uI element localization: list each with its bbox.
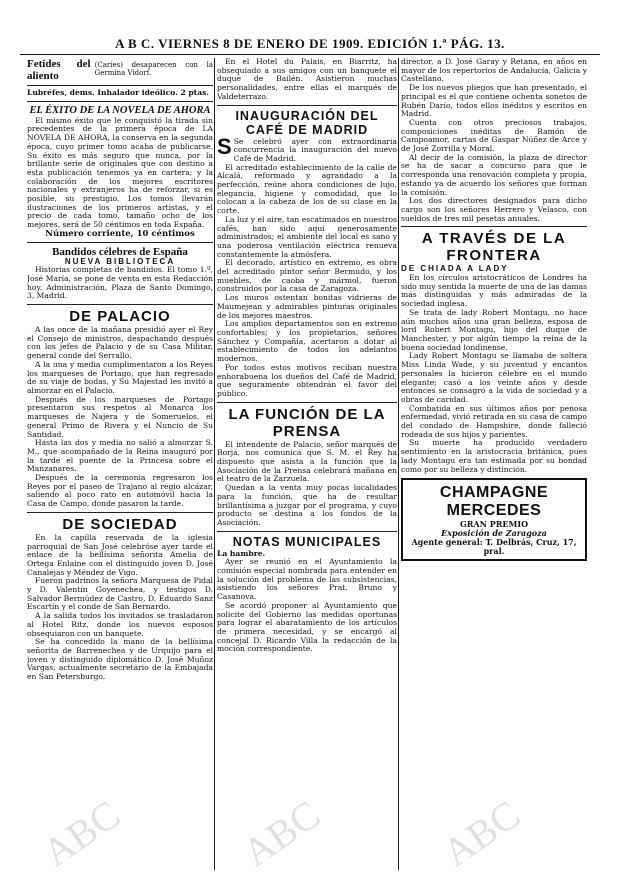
inauguracion-first-text: Se celebró ayer con extraordinaria concurrencia la inauguración del nuevo Café de Madrid. xyxy=(233,136,397,163)
traves-subheading: DE CHIADA A LADY xyxy=(401,264,509,274)
col3-paragraph: Al decir de la comisión, la plaza de director se ha de sacar a concurso para que le corresponda una renovación completa y propia, estando ya de acuerdo los señores que forman la comisión. xyxy=(401,152,587,197)
divider xyxy=(217,402,397,403)
col3-lead: director, a D. José Garay y Retana, en años en mayor de los repertorios de Andalucía, Galicia y Castellano. xyxy=(401,58,587,84)
notas-paragraph: Ayer se reunió en el Ayuntamiento la comisión especial nombrada para entender en la solución del problema de las subsistencias, asistiendo los señores Prat, Bruno y Casanova. xyxy=(217,557,397,602)
inauguracion-heading: INAUGURACIÓN DEL CAFÉ DE MADRID xyxy=(235,108,379,137)
traves-paragraph: En los círculos aristocráticos de Londres ha sido muy sentida la muerte de una de las damas más distinguidas y más admiradas de la sociedad inglesa. xyxy=(401,273,587,309)
traves-paragraph: Combatida en sus últimos años por penosa enfermedad, vivió retirada en su casa de campo del condado de Hampshire, donde falleció rodeada de sus hijos y parientes. xyxy=(401,403,587,439)
champagne-ad-award: GRAN PREMIO xyxy=(459,519,529,530)
column-divider-1 xyxy=(214,58,215,870)
abc-watermark: ABC xyxy=(34,791,128,876)
champagne-ad-title: CHAMPAGNE MERCEDES xyxy=(439,484,549,520)
traves-paragraph: Su muerte ha producido verdadero sentimiento en la aristocracia británica, pues lady Montagu era tan estimada por su bondad como por su belleza y distinción. xyxy=(401,438,587,474)
divider xyxy=(27,304,213,305)
column-1 xyxy=(27,58,213,682)
column-divider-2 xyxy=(398,58,399,870)
funcion-paragraph: El intendente de Palacio, señor marqués de Borja, nos comunica que S. M. el Rey ha dispuesto que asista a la función que la Asociación de la Prensa celebrará mañana en el teatro de la Zarzuela. xyxy=(217,439,397,484)
traves-paragraph: Lady Robert Montagu se llamaba de soltera Miss Linda Wade, y su juventud y encantos personales la hicieron célebre en el mundo elegante; casó a los veinte años y desde entonces se consagró a la vida de sociedad y a obras de caridad. xyxy=(401,351,587,404)
ad-aliento xyxy=(27,58,213,82)
inauguracion-paragraph: Los muros ostentan bonitas vidrieras de Maumejean y admirables pinturas originales de los mejores maestros. xyxy=(217,293,397,320)
notas-paragraph: Se acordó proponer al Ayuntamiento que solicite del Gobierno las medidas oportunas para lograr el abaratamiento de los artículos de primera necesidad, y se encargó al concejal D. Ricardo Villa la redacción de la moción correspondiente. xyxy=(217,600,397,654)
palacio-paragraph: A las once de la mañana presidió ayer el Rey el Consejo de ministros, despachando después con los jefes de Palacio y de su Casa Militar, general conde del Serrallo. xyxy=(27,325,213,361)
inauguracion-paragraph: Por todos estos motivos reciban nuestra enhorabuena los dueños del Café de Madrid, que seguramente obtendrán el favor del público. xyxy=(217,362,397,398)
sociedad-paragraph: A la salida todos los invitados se trasladaron al Hotel Ritz, donde los nuevos esposos obsequiaron con un banquete. xyxy=(27,611,213,638)
bandidos-body: Historias completas de bandidos. El tomo 1.º, José María, se pone de venta en esta Redacción hoy. Administración, Plaza de Santo Domingo, 3, Madrid. xyxy=(27,265,213,301)
novela-body: El mismo éxito que le conquistó la tirada sin precedentes de la primera época de LA NOVELA DE AHORA, la conserva en la segunda época, cuyo primer tomo acaba de publicarse. Su éxito es más seguro que nunca, por la brillante serie de originales que con destino a esta publicación tenemos ya en cartera; y la colaboración de los mejores escritores nacionales y extranjeros ha de reforzar, si es posible, su prestigio. Los tomos llevarán ilustraciones de los primeros artistas, y el precio de cada tomo, tamaño ocho de los mejores, será de 50 céntimos en toda España. xyxy=(27,115,213,230)
dropcap: S xyxy=(217,133,232,159)
column-2 xyxy=(217,58,397,654)
notas-heading: NOTAS MUNICIPALES xyxy=(232,534,382,549)
novela-footer: Número corriente, 10 céntimos xyxy=(45,228,195,239)
champagne-ad xyxy=(401,478,587,561)
inauguracion-paragraph: El decorado, artístico en extremo, es obra del acreditado pintor señor Bermudo, y los muebles, de caoba y mármol, fueron construidos por la casa de Zaragoza. xyxy=(217,258,397,294)
sociedad-paragraph: En la capilla reservada de la iglesia parroquial de San José celebróse ayer tarde el enlace de la bellísima señorita Amelia de Ortega Enlaine con el distinguido joven D. José Canalejas y Méndez de Vigo. xyxy=(27,532,213,577)
novela-title: EL ÉXITO DE LA NOVELA DE AHORA xyxy=(29,104,211,116)
inauguracion-paragraph: La luz y el aire, tan escatimados en nuestros cafés, han sido aquí generosamente administrados; el ambiente del local es sano y una poderosa ventilación eléctrica renueva constantemente la atmósfera. xyxy=(217,214,397,259)
funcion-heading: LA FUNCIÓN DE LA PRENSA xyxy=(228,405,386,440)
sociedad-paragraph: Fueron padrinos la señora Marquesa de Pidal y D. Valentín Goyenechea, y testigos D. Salvador Bermúdez de Castro, D. Eduardo Sanz Escartín y el conde de San Bernardo. xyxy=(27,576,213,612)
champagne-ad-exhibition: Exposición de Zaragoza xyxy=(441,528,547,539)
ad-aliento-title: Fetides del aliento xyxy=(27,58,91,82)
page-header: A B C. VIERNES 8 DE ENERO DE 1909. EDICIÓN 1.ª PÁG. 13. xyxy=(115,36,505,51)
bandidos-title: Bandidos célebres de España xyxy=(52,245,188,258)
inauguracion-paragraph xyxy=(217,133,397,164)
col3-paragraph: De los nuevos pliegos que han presentado, el principal es el que contiene ochenta sonetos de Rubén Darío, todos ellos inéditos y escritos en Madrid. xyxy=(401,83,587,119)
divider xyxy=(27,101,213,102)
divider xyxy=(401,226,587,227)
inauguracion-paragraph: El acreditado establecimiento de la calle de Alcalá, reformado y agrandado a la perfección, reúne ahora condiciones de lujo, elegancia, higiene y comodidad, que lo colocan a la cabeza de los de su clase en la corte. xyxy=(217,162,397,216)
traves-paragraph: Se trata de lady Robert Montagu, no hace aún muchos años una gran belleza, esposa de lord Robert Montagu, hijo del duque de Manchester, y por algún tiempo la reina de la buena sociedad londinense. xyxy=(401,307,587,352)
champagne-ad-agent: Agente general: T. Delbrás, Cruz, 17, pral. xyxy=(411,537,577,557)
ad-aliento-text: (Caries) desaparecen con la Germina Vidorf. xyxy=(94,61,213,77)
col2-lead: En el Hotel du Palais, en Biarritz, ha obsequiado a sus amigos con un banquete el duque de Bailén. Asistieron muchas personalidades, entre ellas el marqués de Valdeterrazo. xyxy=(217,58,397,101)
palacio-paragraph: Después de los marqueses de Portago presentaron sus respetos al Monarca los marqueses de Najera y de Someruelos, el general Primo de Rivera y el Nuncio de Su Santidad. xyxy=(27,394,213,439)
abc-watermark: ABC xyxy=(234,791,328,876)
col3-paragraph: Cuenta con otros preciosos trabajos, composiciones inéditas de Ramón de Campoamor, cartas de Gaspar Núñez de Arce y de José Zorrilla y Moral. xyxy=(401,117,587,154)
palacio-paragraph: A la una y media cumplimentaron a los Reyes los marqueses de Portago, que han regresado de su viaje de bodas, y Su Majestad les invitó a almorzar en el Palacio. xyxy=(27,359,213,395)
divider xyxy=(27,512,213,513)
column-3 xyxy=(401,58,587,561)
palacio-paragraph: Hasta las dos y media no salió a almorzar S. M., que acompañado de la Reina inauguró por la tarde el puente de la Princesa sobre el Manzanares. xyxy=(27,438,213,474)
bandidos-subtitle: NUEVA BIBLIOTECA xyxy=(64,256,176,266)
inauguracion-paragraph: Los amplios departamentos son en extremo confortables; y los propietarios, señores Sánchez y Compañía, acertaron a dotar al establecimiento de todos los adelantos modernos. xyxy=(217,319,397,364)
traves-heading: A TRAVÉS DE LA FRONTERA xyxy=(421,230,567,265)
ad-inhalador: Lubréfes, dems. Inhalador ideólico. 2 ptas. xyxy=(27,88,210,97)
col3-paragraph: Los dos directores designados para dicho cargo son los señores Herrero y Velasco, con sueldos de tres mil pesetas anuales. xyxy=(401,196,587,223)
divider xyxy=(217,531,397,532)
palacio-paragraph: Después de la ceremonia regresaron los Reyes por el paseo de Trajano al regio alcázar, saliendo al poco rato en automóvil hacia la Casa de Campo, donde pasaron la tarde. xyxy=(27,473,213,509)
funcion-paragraph: Quedan a la venta muy pocas localidades para la función, que ha de resultar brillantísima a juzgar por el programa, y cuyo producto se destina a los fondos de la Asociación. xyxy=(217,483,397,527)
header-rule xyxy=(20,54,600,55)
divider xyxy=(217,105,397,106)
divider xyxy=(27,85,213,86)
notas-subheading: La hambre. xyxy=(217,548,266,558)
sociedad-heading: DE SOCIEDAD xyxy=(62,515,178,533)
abc-watermark: ABC xyxy=(434,791,528,876)
divider xyxy=(27,242,213,243)
sociedad-paragraph: Se ha concedido la mano de la bellísima señorita de Barrenechea y de Urquijo para el joven y distinguido diplomático D. José Muñoz Vargas, actualmente secretario de la Embajada en San Petersburgo. xyxy=(27,637,213,682)
palacio-heading: DE PALACIO xyxy=(69,308,171,326)
